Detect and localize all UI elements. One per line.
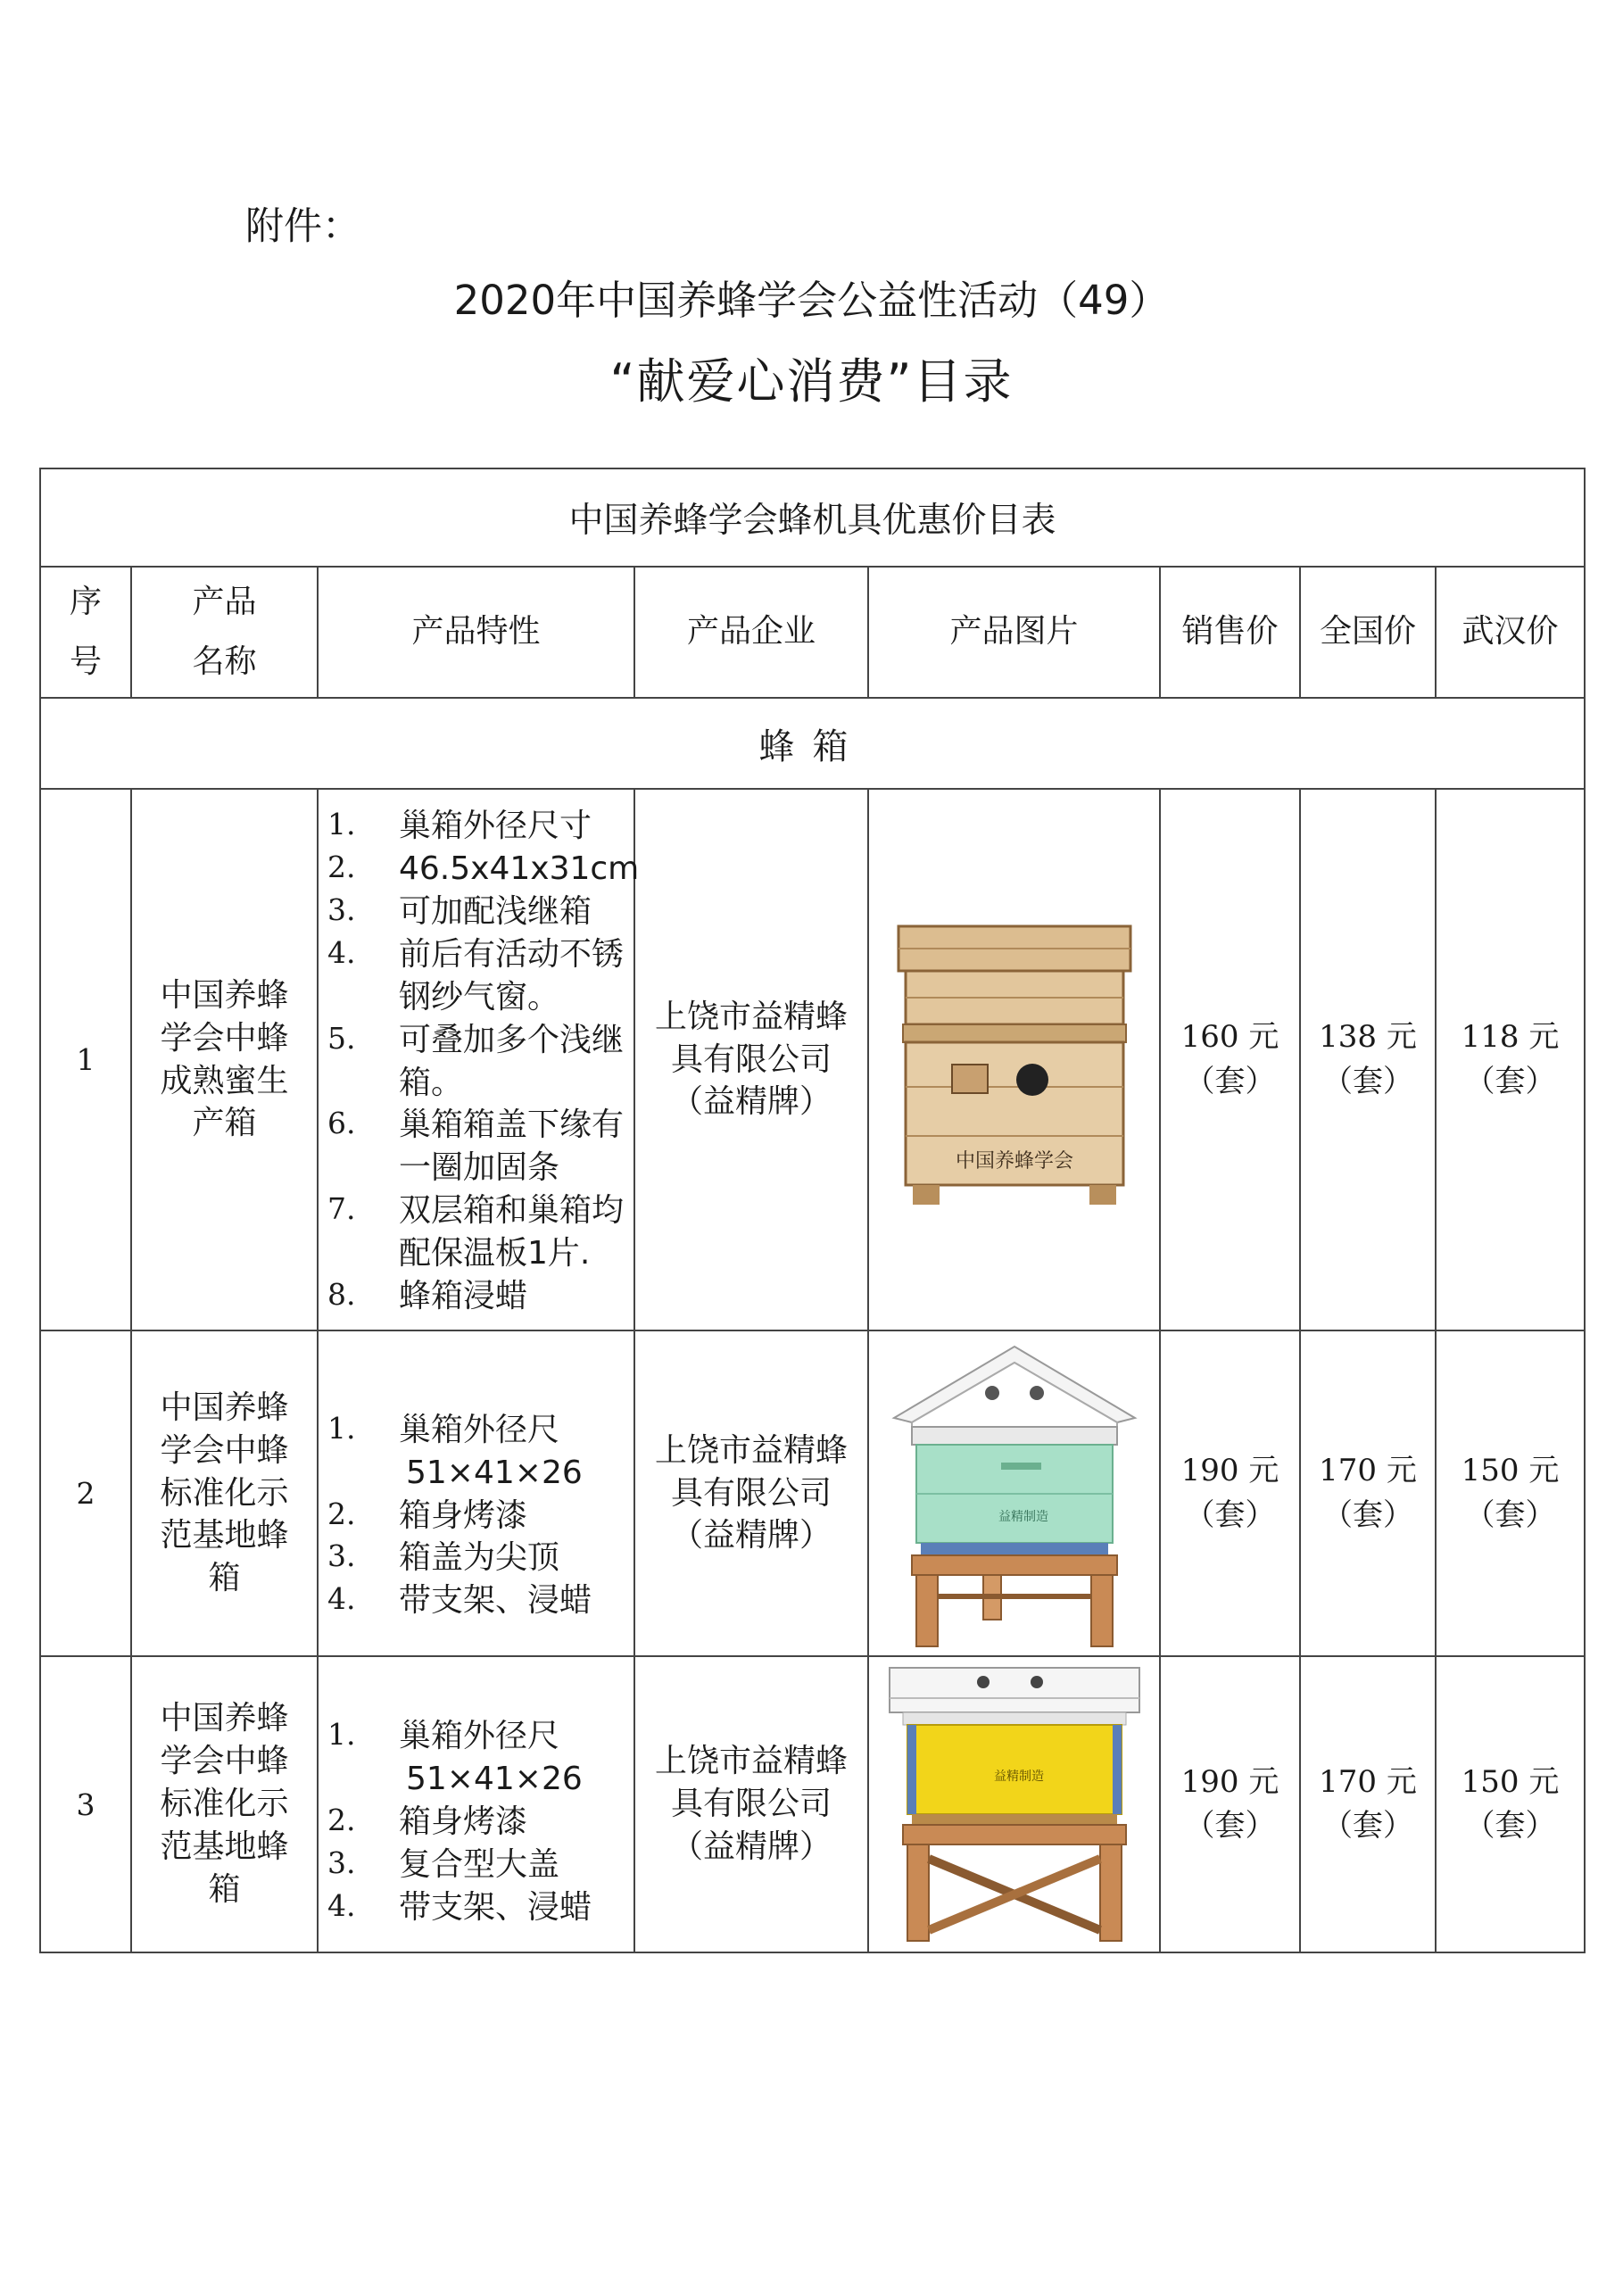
product-image-cell xyxy=(868,789,1160,1330)
feature-text: 箱身烤漆 xyxy=(399,1803,528,1841)
company-line: 具有限公司 xyxy=(670,1040,832,1078)
product-name-line: 学会中蜂 xyxy=(160,1743,289,1780)
product-name-line: 范基地蜂 xyxy=(160,1517,289,1554)
feature-item xyxy=(327,933,626,1019)
product-name-line: 范基地蜂 xyxy=(160,1828,289,1865)
company-name xyxy=(634,1656,868,1952)
product-name-line: 学会中蜂 xyxy=(160,1431,289,1469)
feature-item xyxy=(327,1452,626,1495)
header-national-price: 全国价 xyxy=(1300,567,1436,698)
box-label: 益精制造 xyxy=(993,1770,1044,1784)
feature-text: 51×41×26 xyxy=(406,1761,583,1798)
yellow-hive-icon xyxy=(876,1662,1153,1946)
product-name-line: 标准化示 xyxy=(160,1474,289,1512)
national-price-value: 138 元 xyxy=(1319,1019,1417,1056)
feature-text: 蜂箱浸蜡 xyxy=(399,1277,528,1314)
table-header-row xyxy=(40,567,1585,698)
sale-price-unit: （套） xyxy=(1184,1496,1276,1533)
company-line: （益精牌） xyxy=(670,1083,832,1121)
header-company: 产品企业 xyxy=(634,567,868,698)
row-index: 3 xyxy=(40,1656,131,1952)
feature-item xyxy=(327,805,626,848)
feature-item xyxy=(327,1715,626,1758)
box-label: 中国养蜂学会 xyxy=(955,1149,1073,1173)
sale-price xyxy=(1160,789,1300,1330)
sale-price-value: 160 元 xyxy=(1180,1019,1279,1056)
document-title: 2020年中国养蜂学会公益性活动（49） xyxy=(453,277,1170,324)
feature-text: 51×41×26 xyxy=(406,1454,583,1491)
feature-number: 2. xyxy=(327,1496,356,1531)
wuhan-price-value: 150 元 xyxy=(1461,1763,1560,1800)
feature-item xyxy=(327,1275,626,1318)
national-price-unit: （套） xyxy=(1322,1808,1413,1844)
company-line: 上饶市益精蜂 xyxy=(654,1431,848,1469)
feature-text: 复合型大盖 xyxy=(399,1845,560,1883)
product-features xyxy=(318,789,640,1330)
product-image-cell xyxy=(868,1656,1160,1952)
wuhan-price-unit: （套） xyxy=(1464,1063,1556,1099)
section-title: 蜂箱 xyxy=(40,698,1585,789)
feature-text: 46.5x41x31cm xyxy=(399,850,640,888)
feature-number: 8. xyxy=(327,1276,356,1312)
wuhan-price-value: 118 元 xyxy=(1461,1019,1560,1056)
header-index-line: 号 xyxy=(69,642,102,680)
feature-item xyxy=(327,1537,626,1579)
feature-text: 可加配浅继箱 xyxy=(399,893,592,930)
product-name-line: 中国养蜂 xyxy=(160,1388,289,1426)
feature-text: 巢箱外径尺 xyxy=(399,1411,560,1448)
national-price xyxy=(1300,1330,1436,1656)
national-price-value: 170 元 xyxy=(1319,1453,1417,1489)
header-name xyxy=(131,567,318,698)
feature-number: 6. xyxy=(327,1106,356,1141)
product-name-line: 箱 xyxy=(208,1560,241,1597)
table-row xyxy=(40,1656,1585,1952)
feature-text: 箱身烤漆 xyxy=(399,1496,528,1534)
feature-item xyxy=(327,1019,626,1105)
company-line: （益精牌） xyxy=(670,1517,832,1554)
feature-number: 3. xyxy=(327,892,356,927)
feature-number: 4. xyxy=(327,1887,356,1923)
feature-item xyxy=(327,1104,626,1189)
company-line: 上饶市益精蜂 xyxy=(654,1743,848,1780)
product-name-line: 产箱 xyxy=(192,1105,257,1142)
document-subtitle: “献爱心消费”目录 xyxy=(609,353,1014,410)
price-table xyxy=(39,468,1586,1953)
feature-text: 带支架、浸蜡 xyxy=(399,1888,592,1926)
feature-list xyxy=(319,792,640,1327)
company-line: 上饶市益精蜂 xyxy=(654,998,848,1035)
header-index xyxy=(40,567,131,698)
wuhan-price-unit: （套） xyxy=(1464,1496,1556,1533)
attachment-label: 附件： xyxy=(245,204,360,249)
company-line: 具有限公司 xyxy=(670,1786,832,1823)
table-caption-row xyxy=(40,468,1585,567)
feature-item xyxy=(327,1801,626,1844)
product-name-line: 成熟蜜生 xyxy=(160,1062,289,1099)
feature-text: 前后有活动不锈钢纱气窗。 xyxy=(399,935,625,1015)
feature-item xyxy=(327,848,640,891)
feature-item xyxy=(327,1409,626,1452)
table-row xyxy=(40,789,1585,1330)
national-price-unit: （套） xyxy=(1322,1496,1413,1533)
national-price-value: 170 元 xyxy=(1319,1763,1417,1800)
header-index-line: 序 xyxy=(69,583,102,620)
feature-item xyxy=(327,1495,626,1538)
feature-item xyxy=(327,1886,626,1929)
wuhan-price-value: 150 元 xyxy=(1461,1453,1560,1489)
product-name-line: 标准化示 xyxy=(160,1786,289,1823)
wuhan-price-unit: （套） xyxy=(1464,1808,1556,1844)
feature-number: 1. xyxy=(327,1717,356,1753)
feature-item xyxy=(327,1189,626,1275)
feature-number: 4. xyxy=(327,934,356,970)
sale-price-unit: （套） xyxy=(1184,1063,1276,1099)
table-row xyxy=(40,1330,1585,1656)
feature-number xyxy=(327,1452,399,1495)
feature-text: 双层箱和巢箱均配保温板1片. xyxy=(399,1192,625,1272)
feature-number: 3. xyxy=(327,1538,356,1574)
feature-text: 巢箱箱盖下缘有一圈加固条 xyxy=(399,1107,625,1187)
feature-number: 2. xyxy=(327,850,356,885)
product-name xyxy=(131,789,318,1330)
company-name xyxy=(634,789,868,1330)
feature-list xyxy=(319,1670,633,1937)
product-features xyxy=(318,1330,634,1656)
box-label: 益精制造 xyxy=(998,1509,1048,1524)
table-caption: 中国养蜂学会蜂机具优惠价目表 xyxy=(40,468,1585,567)
product-name-line: 中国养蜂 xyxy=(160,976,289,1014)
header-features: 产品特性 xyxy=(318,567,634,698)
feature-item xyxy=(327,891,626,933)
feature-text: 带支架、浸蜡 xyxy=(399,1582,592,1620)
product-name-line: 箱 xyxy=(208,1870,241,1908)
feature-number: 1. xyxy=(327,807,356,842)
product-name xyxy=(131,1656,318,1952)
feature-list xyxy=(319,1355,633,1631)
feature-number: 5. xyxy=(327,1020,356,1056)
sale-price-value: 190 元 xyxy=(1180,1453,1279,1489)
header-sale-price: 销售价 xyxy=(1160,567,1300,698)
product-name-line: 学会中蜂 xyxy=(160,1019,289,1057)
sale-price-value: 190 元 xyxy=(1180,1763,1279,1800)
feature-text: 巢箱外径尺 xyxy=(399,1718,560,1755)
header-name-line: 产品 xyxy=(192,583,257,620)
wooden-hive-icon xyxy=(881,899,1148,1221)
product-image-cell xyxy=(868,1330,1160,1656)
sale-price-unit: （套） xyxy=(1184,1808,1276,1844)
product-name xyxy=(131,1330,318,1656)
section-row xyxy=(40,698,1585,789)
wuhan-price xyxy=(1436,1330,1585,1656)
national-price-unit: （套） xyxy=(1322,1063,1413,1099)
company-line: （益精牌） xyxy=(670,1828,832,1865)
feature-item xyxy=(327,1844,626,1886)
feature-number: 4. xyxy=(327,1581,356,1617)
feature-text: 可叠加多个浅继箱。 xyxy=(399,1021,625,1101)
feature-number: 3. xyxy=(327,1844,356,1880)
feature-text: 箱盖为尖顶 xyxy=(399,1539,560,1577)
sale-price xyxy=(1160,1656,1300,1952)
feature-number xyxy=(327,1758,399,1801)
feature-item xyxy=(327,1758,626,1801)
green-hive-icon xyxy=(876,1338,1153,1650)
sale-price xyxy=(1160,1330,1300,1656)
row-index: 2 xyxy=(40,1330,131,1656)
header-wuhan-price: 武汉价 xyxy=(1436,567,1585,698)
feature-number: 1. xyxy=(327,1410,356,1446)
header-name-line: 名称 xyxy=(192,642,257,680)
product-name-line: 中国养蜂 xyxy=(160,1700,289,1737)
feature-text: 巢箱外径尺寸 xyxy=(399,808,592,845)
feature-item xyxy=(327,1579,626,1622)
row-index: 1 xyxy=(40,789,131,1330)
wuhan-price xyxy=(1436,1656,1585,1952)
header-image: 产品图片 xyxy=(868,567,1160,698)
company-line: 具有限公司 xyxy=(670,1474,832,1512)
product-features xyxy=(318,1656,634,1952)
company-name xyxy=(634,1330,868,1656)
wuhan-price xyxy=(1436,789,1585,1330)
national-price xyxy=(1300,1656,1436,1952)
feature-number: 7. xyxy=(327,1191,356,1227)
feature-number: 2. xyxy=(327,1803,356,1838)
national-price xyxy=(1300,789,1436,1330)
